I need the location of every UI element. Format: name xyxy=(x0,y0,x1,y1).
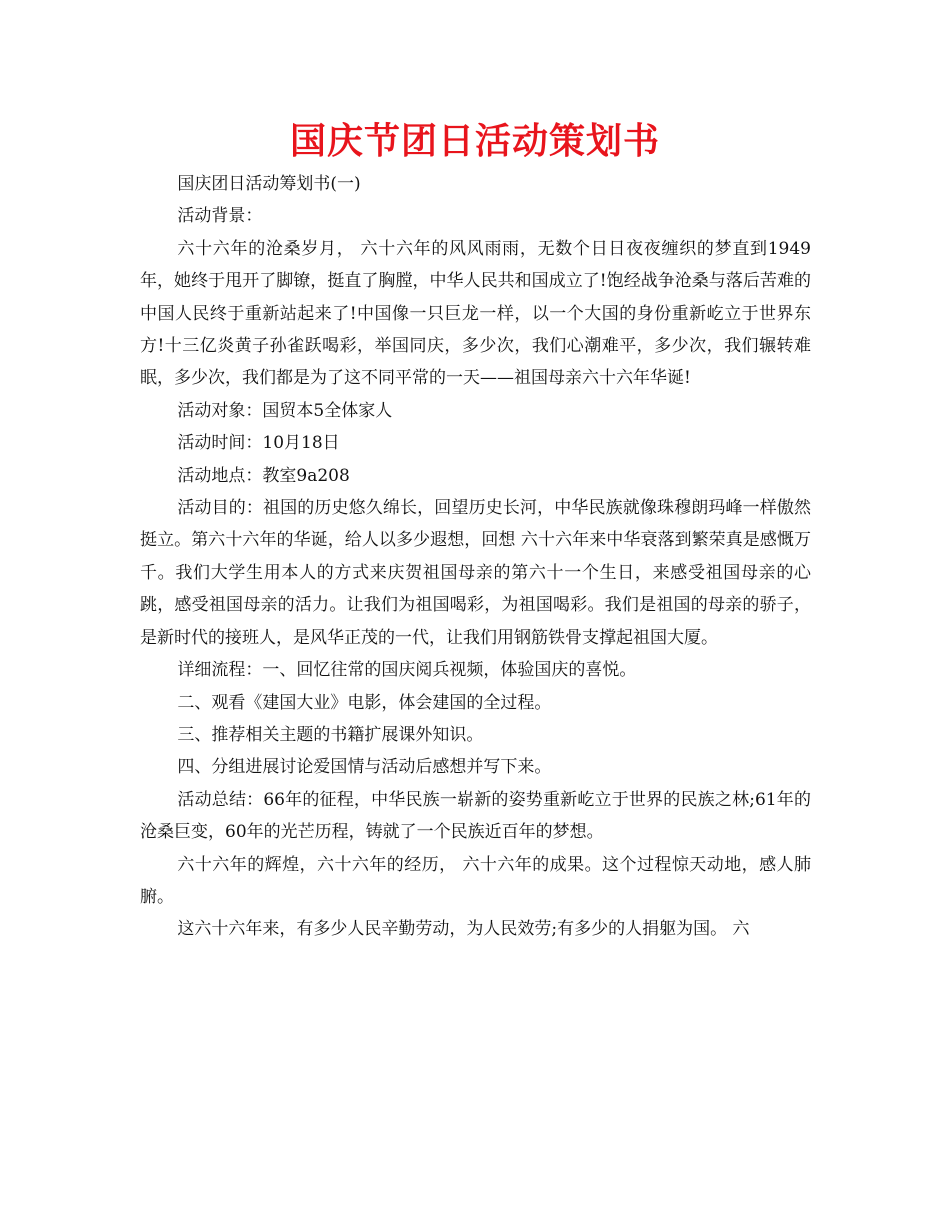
paragraph-location: 活动地点：教室9a208 xyxy=(177,465,350,486)
paragraph-glory: 六十六年的辉煌，六十六年的经历， 六十六年的成果。这个过程惊天动地，感人肺腑。 xyxy=(140,854,811,907)
document-body xyxy=(140,168,811,946)
paragraph-process-2: 二、观看《建国大业》电影，体会建国的全过程。 xyxy=(177,692,552,713)
paragraph-process-3: 三、推荐相关主题的书籍扩展课外知识。 xyxy=(177,724,484,745)
paragraph-subtitle: 国庆团日活动筹划书(一) xyxy=(177,174,361,194)
paragraph-closing: 这六十六年来，有多少人民辛勤劳动，为人民效劳;有多少的人捐躯为国。 六 xyxy=(177,919,750,940)
paragraph-target: 活动对象：国贸本5全体家人 xyxy=(177,400,393,421)
paragraph-background: 六十六年的沧桑岁月， 六十六年的风风雨雨，无数个日日夜夜缠织的梦直到1949年，她终于甩开了脚镣，挺直了胸膛，中华人民共和国成立了!饱经战争沧桑与落后苦难的中国人民终于重新站起来了!中国像一只巨龙一样，以一个大国的身份重新屹立于世界东方!十三亿炎黄子孙雀跃喝彩，举国同庆，多少次，我们心潮难平，多少次，我们辗转难眠，多少次，我们都是为了这不同平常的一天——祖国母亲六十六年华诞! xyxy=(140,238,811,389)
paragraph-time: 活动时间：10月18日 xyxy=(177,433,340,454)
paragraph-purpose: 活动目的：祖国的历史悠久绵长，回望历史长河，中华民族就像珠穆朗玛峰一样傲然挺立。第六十六年的华诞，给人以多少遐想，回想 六十六年来中华衰落到繁荣真是感慨万千。我们大学生用本人的方式来庆贺祖国母亲的第六十一个生日，来感受祖国母亲的心跳，感受祖国母亲的活力。让我们为祖国喝彩，为祖国喝彩。我们是祖国的母亲的骄子，是新时代的接班人，是风华正茂的一代，让我们用钢筋铁骨支撑起祖国大厦。 xyxy=(140,498,811,648)
paragraph-background-heading: 活动背景： xyxy=(177,206,263,227)
document-title: 国庆节团日活动策划书 xyxy=(289,121,660,162)
paragraph-process-1: 详细流程：一、回忆往常的国庆阅兵视频，体验国庆的喜悦。 xyxy=(177,660,637,681)
paragraph-process-4: 四、分组进展讨论爱国情与活动后感想并写下来。 xyxy=(177,757,552,778)
paragraph-summary: 活动总结：66年的征程，中华民族一崭新的姿势重新屹立于世界的民族之林;61年的沧桑巨变，60年的光芒历程，铸就了一个民族近百年的梦想。 xyxy=(140,789,811,843)
